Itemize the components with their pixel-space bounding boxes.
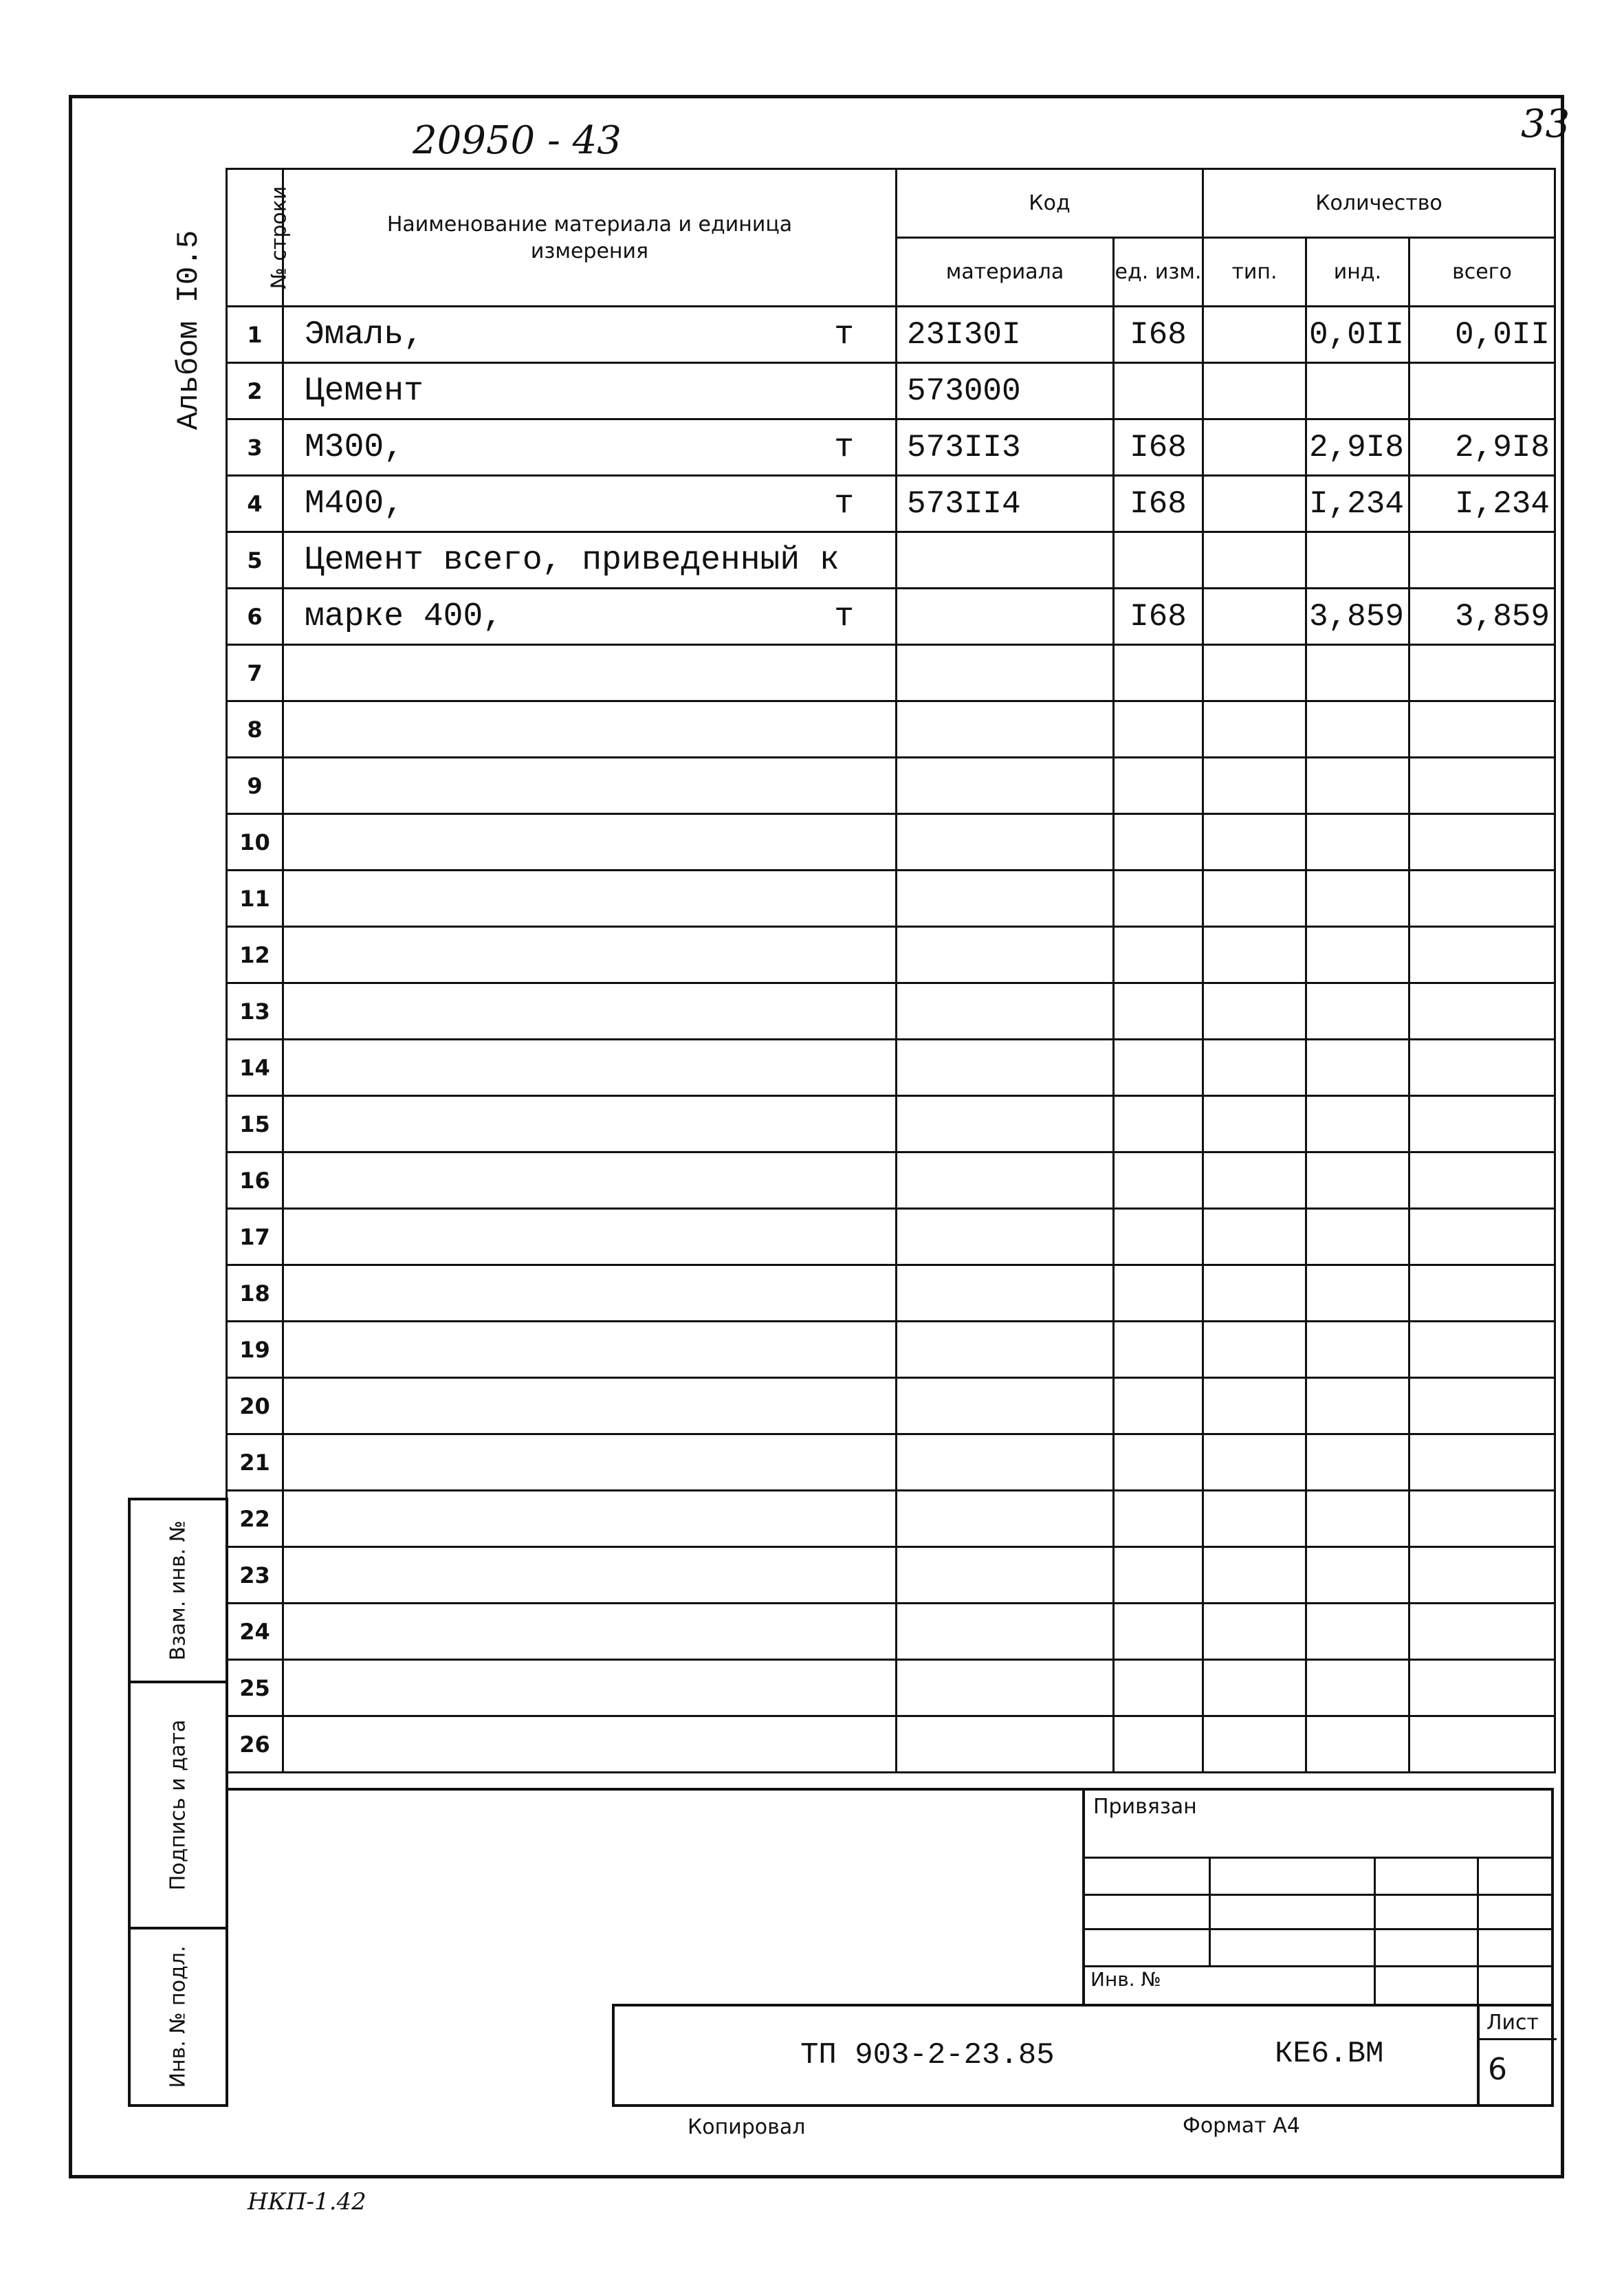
table-row xyxy=(227,1604,1555,1660)
unit-code xyxy=(1114,532,1203,589)
stamp-replace-inv-label: Взам. инв. № xyxy=(166,1520,190,1661)
binding-label: Привязан xyxy=(1093,1795,1197,1819)
designation: ТП 903-2-23.85 xyxy=(800,2038,1055,2073)
material-code xyxy=(897,758,1114,814)
row-number: 14 xyxy=(227,1040,283,1096)
material-name xyxy=(283,1547,897,1604)
material-name-text: М400, xyxy=(305,485,404,523)
material-name xyxy=(283,589,897,645)
table-row xyxy=(227,983,1555,1040)
unit-code xyxy=(1114,871,1203,927)
material-name xyxy=(283,758,897,814)
table-row xyxy=(227,1322,1555,1378)
table-row xyxy=(227,476,1555,532)
qty-total xyxy=(1409,983,1555,1040)
material-code xyxy=(897,1096,1114,1152)
unit-code xyxy=(1114,983,1203,1040)
qty-typ xyxy=(1203,532,1306,589)
qty-ind xyxy=(1306,532,1409,589)
material-code: 573II4 xyxy=(897,476,1114,532)
material-name xyxy=(283,871,897,927)
stamp-sign-date-label: Подпись и дата xyxy=(166,1719,190,1891)
qty-total xyxy=(1409,363,1555,419)
material-name-text: Цемент xyxy=(305,372,424,410)
qty-ind: 2,9I8 xyxy=(1306,419,1409,476)
qty-ind xyxy=(1306,1096,1409,1152)
material-code xyxy=(897,1209,1114,1265)
row-number: 20 xyxy=(227,1378,283,1434)
row-number: 18 xyxy=(227,1265,283,1322)
material-name xyxy=(283,1265,897,1322)
material-name-text: Эмаль, xyxy=(305,316,424,353)
row-number: 26 xyxy=(227,1716,283,1773)
qty-ind xyxy=(1306,871,1409,927)
material-code xyxy=(897,589,1114,645)
qty-ind xyxy=(1306,1434,1409,1491)
material-code xyxy=(897,1491,1114,1547)
qty-ind xyxy=(1306,1604,1409,1660)
table-row xyxy=(227,1716,1555,1773)
doc-code: КЕ6.ВМ xyxy=(1275,2037,1384,2071)
album-label: Альбом I0.5 xyxy=(172,230,206,430)
material-name xyxy=(283,1660,897,1716)
qty-typ xyxy=(1203,1604,1306,1660)
material-name xyxy=(283,419,897,476)
qty-ind xyxy=(1306,1660,1409,1716)
material-name xyxy=(283,532,897,589)
qty-total xyxy=(1409,645,1555,701)
title-block xyxy=(612,2004,1554,2107)
table-row xyxy=(227,1040,1555,1096)
unit-code xyxy=(1114,1660,1203,1716)
qty-typ xyxy=(1203,1209,1306,1265)
binding-line-2 xyxy=(1085,1894,1551,1896)
material-code xyxy=(897,983,1114,1040)
qty-total xyxy=(1409,1660,1555,1716)
row-number: 1 xyxy=(227,307,283,363)
table-row xyxy=(227,1265,1555,1322)
row-number: 24 xyxy=(227,1604,283,1660)
unit-code xyxy=(1114,814,1203,871)
qty-ind xyxy=(1306,1378,1409,1434)
qty-typ xyxy=(1203,1378,1306,1434)
unit-code xyxy=(1114,1040,1203,1096)
qty-typ xyxy=(1203,307,1306,363)
qty-ind xyxy=(1306,1152,1409,1209)
qty-typ xyxy=(1203,476,1306,532)
row-number: 22 xyxy=(227,1491,283,1547)
row-number: 25 xyxy=(227,1660,283,1716)
sheet-number: 6 xyxy=(1488,2052,1507,2087)
qty-ind: I,234 xyxy=(1306,476,1409,532)
material-name xyxy=(283,1096,897,1152)
title-block-vline xyxy=(1477,2007,1480,2104)
inv-no-label: Инв. № xyxy=(1090,1968,1161,1991)
stamp-replace-inv xyxy=(128,1498,228,1683)
qty-total xyxy=(1409,1322,1555,1378)
doc-number: 20950 - 43 xyxy=(413,118,622,163)
material-name xyxy=(283,1322,897,1378)
qty-typ xyxy=(1203,645,1306,701)
row-number: 5 xyxy=(227,532,283,589)
material-code: 573II3 xyxy=(897,419,1114,476)
stamp-sign-date xyxy=(128,1681,228,1929)
unit-code xyxy=(1114,1152,1203,1209)
qty-ind: 0,0II xyxy=(1306,307,1409,363)
material-name xyxy=(283,1434,897,1491)
col-name-header: Наименование материала и единица измерения xyxy=(283,169,897,307)
qty-typ xyxy=(1203,927,1306,983)
album-label-wrap xyxy=(144,230,234,430)
unit-code xyxy=(1114,927,1203,983)
qty-total: 2,9I8 xyxy=(1409,419,1555,476)
material-code xyxy=(897,1547,1114,1604)
material-name xyxy=(283,927,897,983)
col-code-unit-header: ед. изм. xyxy=(1114,238,1203,307)
col-quantity-header: Количество xyxy=(1203,169,1555,238)
stamp-inv-orig xyxy=(128,1927,228,2107)
material-name-text: М300, xyxy=(305,428,404,466)
binding-vline-2 xyxy=(1374,1857,1376,2007)
material-code xyxy=(897,645,1114,701)
row-number: 3 xyxy=(227,419,283,476)
qty-ind xyxy=(1306,927,1409,983)
material-code xyxy=(897,532,1114,589)
material-code xyxy=(897,814,1114,871)
material-name xyxy=(283,701,897,758)
qty-total: I,234 xyxy=(1409,476,1555,532)
material-code xyxy=(897,1716,1114,1773)
qty-typ xyxy=(1203,419,1306,476)
qty-typ xyxy=(1203,1322,1306,1378)
unit-code: I68 xyxy=(1114,419,1203,476)
row-number: 23 xyxy=(227,1547,283,1604)
qty-ind xyxy=(1306,645,1409,701)
qty-total xyxy=(1409,1378,1555,1434)
row-number: 8 xyxy=(227,701,283,758)
row-number: 12 xyxy=(227,927,283,983)
table-row xyxy=(227,1378,1555,1434)
material-name-text: Цемент всего, приведенный к xyxy=(305,541,840,579)
table-row xyxy=(227,701,1555,758)
material-code: 573000 xyxy=(897,363,1114,419)
table-row xyxy=(227,307,1555,363)
qty-typ xyxy=(1203,1434,1306,1491)
row-number: 4 xyxy=(227,476,283,532)
material-code xyxy=(897,1604,1114,1660)
qty-total xyxy=(1409,1547,1555,1604)
material-code xyxy=(897,1322,1114,1378)
qty-ind xyxy=(1306,758,1409,814)
table-row xyxy=(227,871,1555,927)
unit-code xyxy=(1114,645,1203,701)
material-name xyxy=(283,1209,897,1265)
material-code xyxy=(897,1040,1114,1096)
unit-code xyxy=(1114,1378,1203,1434)
material-name xyxy=(283,307,897,363)
table-row xyxy=(227,1209,1555,1265)
qty-typ xyxy=(1203,1491,1306,1547)
qty-typ xyxy=(1203,1547,1306,1604)
qty-total xyxy=(1409,532,1555,589)
material-name-text: марке 400, xyxy=(305,598,503,635)
row-number: 21 xyxy=(227,1434,283,1491)
qty-typ xyxy=(1203,814,1306,871)
qty-total xyxy=(1409,1040,1555,1096)
table-row xyxy=(227,363,1555,419)
qty-typ xyxy=(1203,701,1306,758)
col-qty-ind-header: инд. xyxy=(1306,238,1409,307)
unit-code: I68 xyxy=(1114,307,1203,363)
unit-code xyxy=(1114,701,1203,758)
material-code xyxy=(897,1265,1114,1322)
table-row xyxy=(227,1491,1555,1547)
qty-total: 0,0II xyxy=(1409,307,1555,363)
qty-total xyxy=(1409,871,1555,927)
qty-ind xyxy=(1306,983,1409,1040)
material-unit: т xyxy=(834,428,854,466)
qty-ind xyxy=(1306,1547,1409,1604)
material-code xyxy=(897,1152,1114,1209)
row-number: 6 xyxy=(227,589,283,645)
qty-total xyxy=(1409,1491,1555,1547)
table-row xyxy=(227,1096,1555,1152)
table-row xyxy=(227,589,1555,645)
qty-total xyxy=(1409,1716,1555,1773)
qty-total xyxy=(1409,814,1555,871)
qty-typ xyxy=(1203,1096,1306,1152)
binding-line-3 xyxy=(1085,1928,1551,1930)
col-row-no-header: № строки xyxy=(227,169,283,307)
col-qty-typ-header: тип. xyxy=(1203,238,1306,307)
material-unit: т xyxy=(834,485,854,523)
qty-typ xyxy=(1203,1040,1306,1096)
table-row xyxy=(227,1547,1555,1604)
row-number: 13 xyxy=(227,983,283,1040)
qty-typ xyxy=(1203,1152,1306,1209)
col-code-header: Код xyxy=(897,169,1203,238)
qty-typ xyxy=(1203,589,1306,645)
table-row xyxy=(227,419,1555,476)
binding-block xyxy=(1082,1788,1554,2007)
material-name xyxy=(283,645,897,701)
unit-code xyxy=(1114,1716,1203,1773)
unit-code: I68 xyxy=(1114,589,1203,645)
binding-line-4 xyxy=(1085,1965,1551,1967)
material-name xyxy=(283,1604,897,1660)
qty-typ xyxy=(1203,758,1306,814)
qty-typ xyxy=(1203,983,1306,1040)
table-row xyxy=(227,1660,1555,1716)
unit-code xyxy=(1114,1547,1203,1604)
qty-total xyxy=(1409,1434,1555,1491)
qty-ind xyxy=(1306,814,1409,871)
material-name xyxy=(283,814,897,871)
row-number: 2 xyxy=(227,363,283,419)
material-code: 23I30I xyxy=(897,307,1114,363)
qty-typ xyxy=(1203,1716,1306,1773)
qty-total xyxy=(1409,701,1555,758)
qty-ind xyxy=(1306,1322,1409,1378)
unit-code xyxy=(1114,363,1203,419)
qty-total xyxy=(1409,927,1555,983)
qty-typ xyxy=(1203,871,1306,927)
qty-ind xyxy=(1306,1040,1409,1096)
qty-ind: 3,859 xyxy=(1306,589,1409,645)
unit-code xyxy=(1114,1209,1203,1265)
qty-total xyxy=(1409,1096,1555,1152)
table-row xyxy=(227,927,1555,983)
binding-line-1 xyxy=(1085,1857,1551,1859)
table-row xyxy=(227,758,1555,814)
qty-ind xyxy=(1306,1716,1409,1773)
row-number: 10 xyxy=(227,814,283,871)
col-code-material-header: материала xyxy=(897,238,1114,307)
row-number: 16 xyxy=(227,1152,283,1209)
material-unit: т xyxy=(834,316,854,353)
page-number: 33 xyxy=(1521,102,1570,146)
qty-ind xyxy=(1306,1265,1409,1322)
material-code xyxy=(897,1660,1114,1716)
material-code xyxy=(897,871,1114,927)
unit-code xyxy=(1114,1096,1203,1152)
qty-total xyxy=(1409,1604,1555,1660)
material-code xyxy=(897,927,1114,983)
qty-ind xyxy=(1306,1209,1409,1265)
unit-code: I68 xyxy=(1114,476,1203,532)
qty-total xyxy=(1409,1265,1555,1322)
table-row xyxy=(227,814,1555,871)
unit-code xyxy=(1114,1322,1203,1378)
archive-mark: НКП-1.42 xyxy=(248,2188,366,2216)
col-qty-total-header: всего xyxy=(1409,238,1555,307)
unit-code xyxy=(1114,758,1203,814)
material-name xyxy=(283,363,897,419)
qty-typ xyxy=(1203,363,1306,419)
binding-vline-3 xyxy=(1477,1857,1479,2007)
sheet-label: Лист xyxy=(1486,2011,1539,2035)
material-name xyxy=(283,1378,897,1434)
copied-label: Копировал xyxy=(688,2115,806,2139)
qty-total: 3,859 xyxy=(1409,589,1555,645)
row-number: 19 xyxy=(227,1322,283,1378)
row-number: 7 xyxy=(227,645,283,701)
qty-typ xyxy=(1203,1660,1306,1716)
material-name xyxy=(283,1716,897,1773)
materials-table xyxy=(226,168,1556,1773)
row-number: 11 xyxy=(227,871,283,927)
qty-typ xyxy=(1203,1265,1306,1322)
unit-code xyxy=(1114,1604,1203,1660)
unit-code xyxy=(1114,1434,1203,1491)
unit-code xyxy=(1114,1265,1203,1322)
row-number: 15 xyxy=(227,1096,283,1152)
table-row xyxy=(227,1152,1555,1209)
table-row xyxy=(227,1434,1555,1491)
row-number: 17 xyxy=(227,1209,283,1265)
qty-total xyxy=(1409,1152,1555,1209)
format-label: Формат А4 xyxy=(1183,2114,1300,2138)
material-name xyxy=(283,1152,897,1209)
row-number: 9 xyxy=(227,758,283,814)
material-name xyxy=(283,1491,897,1547)
material-code xyxy=(897,701,1114,758)
material-name xyxy=(283,983,897,1040)
unit-code xyxy=(1114,1491,1203,1547)
material-name xyxy=(283,1040,897,1096)
stamp-inv-orig-label: Инв. № подл. xyxy=(166,1945,190,2088)
table-row xyxy=(227,645,1555,701)
qty-total xyxy=(1409,1209,1555,1265)
material-code xyxy=(897,1434,1114,1491)
binding-vline-1 xyxy=(1209,1857,1211,1965)
material-name xyxy=(283,476,897,532)
qty-ind xyxy=(1306,1491,1409,1547)
qty-ind xyxy=(1306,363,1409,419)
qty-ind xyxy=(1306,701,1409,758)
table-row xyxy=(227,532,1555,589)
qty-total xyxy=(1409,758,1555,814)
material-code xyxy=(897,1378,1114,1434)
material-unit: т xyxy=(834,598,854,635)
title-block-hline xyxy=(1477,2038,1557,2040)
